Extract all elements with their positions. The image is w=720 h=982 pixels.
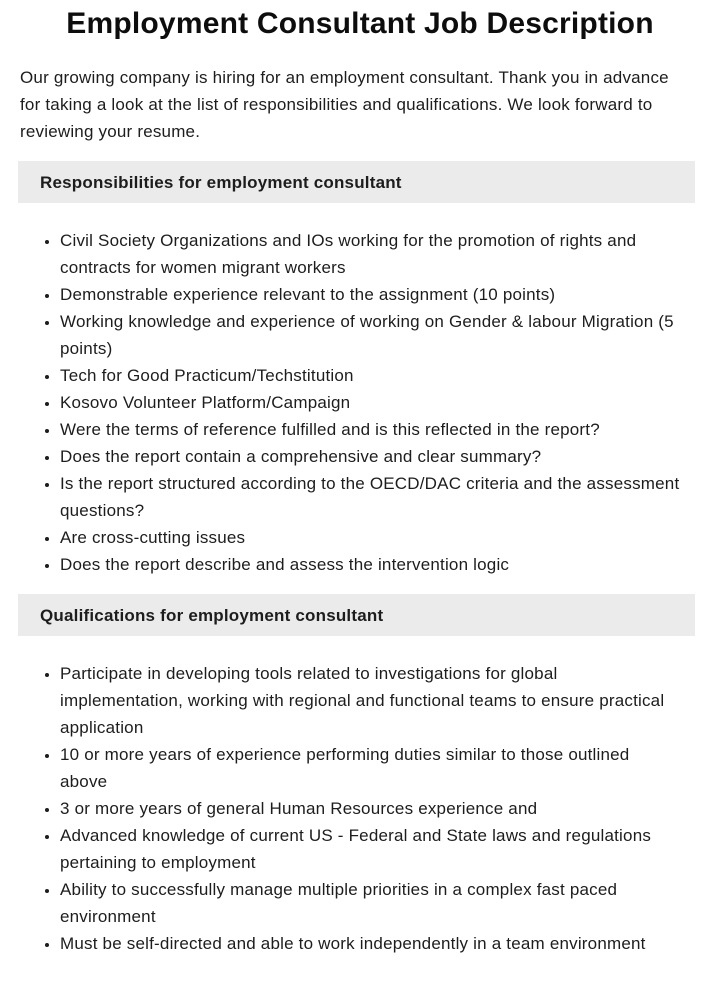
responsibilities-list xyxy=(0,227,680,578)
list-item: • Tech for Good Practicum/Techstitution xyxy=(60,362,680,389)
qualifications-list xyxy=(0,660,680,957)
list-item: • 3 or more years of general Human Resources experience and xyxy=(60,795,680,822)
qualifications-heading xyxy=(18,594,695,636)
list-item: • Must be self-directed and able to work independently in a team environment xyxy=(60,930,680,957)
list-item: • Civil Society Organizations and IOs working for the promotion of rights and contracts for women migrant workers xyxy=(60,227,680,281)
section-responsibilities xyxy=(0,161,720,578)
responsibilities-heading xyxy=(18,161,695,203)
list-item: • Ability to successfully manage multiple priorities in a complex fast paced environment xyxy=(60,876,680,930)
list-item: • Working knowledge and experience of working on Gender & labour Migration (5 points) xyxy=(60,308,680,362)
list-item: • Does the report contain a comprehensive and clear summary? xyxy=(60,443,680,470)
section-heading-label: Qualifications for employment consultant xyxy=(40,605,384,625)
list-item: • Participate in developing tools related to investigations for global implementation, working with regional and functional teams to ensure practical application xyxy=(60,660,680,741)
document-page xyxy=(0,6,720,957)
section-qualifications xyxy=(0,594,720,957)
section-heading-label: Responsibilities for employment consultant xyxy=(40,172,402,192)
list-item: • Demonstrable experience relevant to the assignment (10 points) xyxy=(60,281,680,308)
page-title: Employment Consultant Job Description xyxy=(66,7,654,40)
list-item: • Is the report structured according to the OECD/DAC criteria and the assessment questions? xyxy=(60,470,680,524)
list-item: • Does the report describe and assess the intervention logic xyxy=(60,551,680,578)
list-item: • Advanced knowledge of current US - Federal and State laws and regulations pertaining to employment xyxy=(60,822,680,876)
intro-paragraph: Our growing company is hiring for an employment consultant. Thank you in advance for taking a look at the list of responsibilities and qualifications. We look forward to reviewing your resume. xyxy=(20,68,669,141)
list-item: • Kosovo Volunteer Platform/Campaign xyxy=(60,389,680,416)
list-item: • Are cross-cutting issues xyxy=(60,524,680,551)
list-item: • Were the terms of reference fulfilled and is this reflected in the report? xyxy=(60,416,680,443)
list-item: • 10 or more years of experience performing duties similar to those outlined above xyxy=(60,741,680,795)
